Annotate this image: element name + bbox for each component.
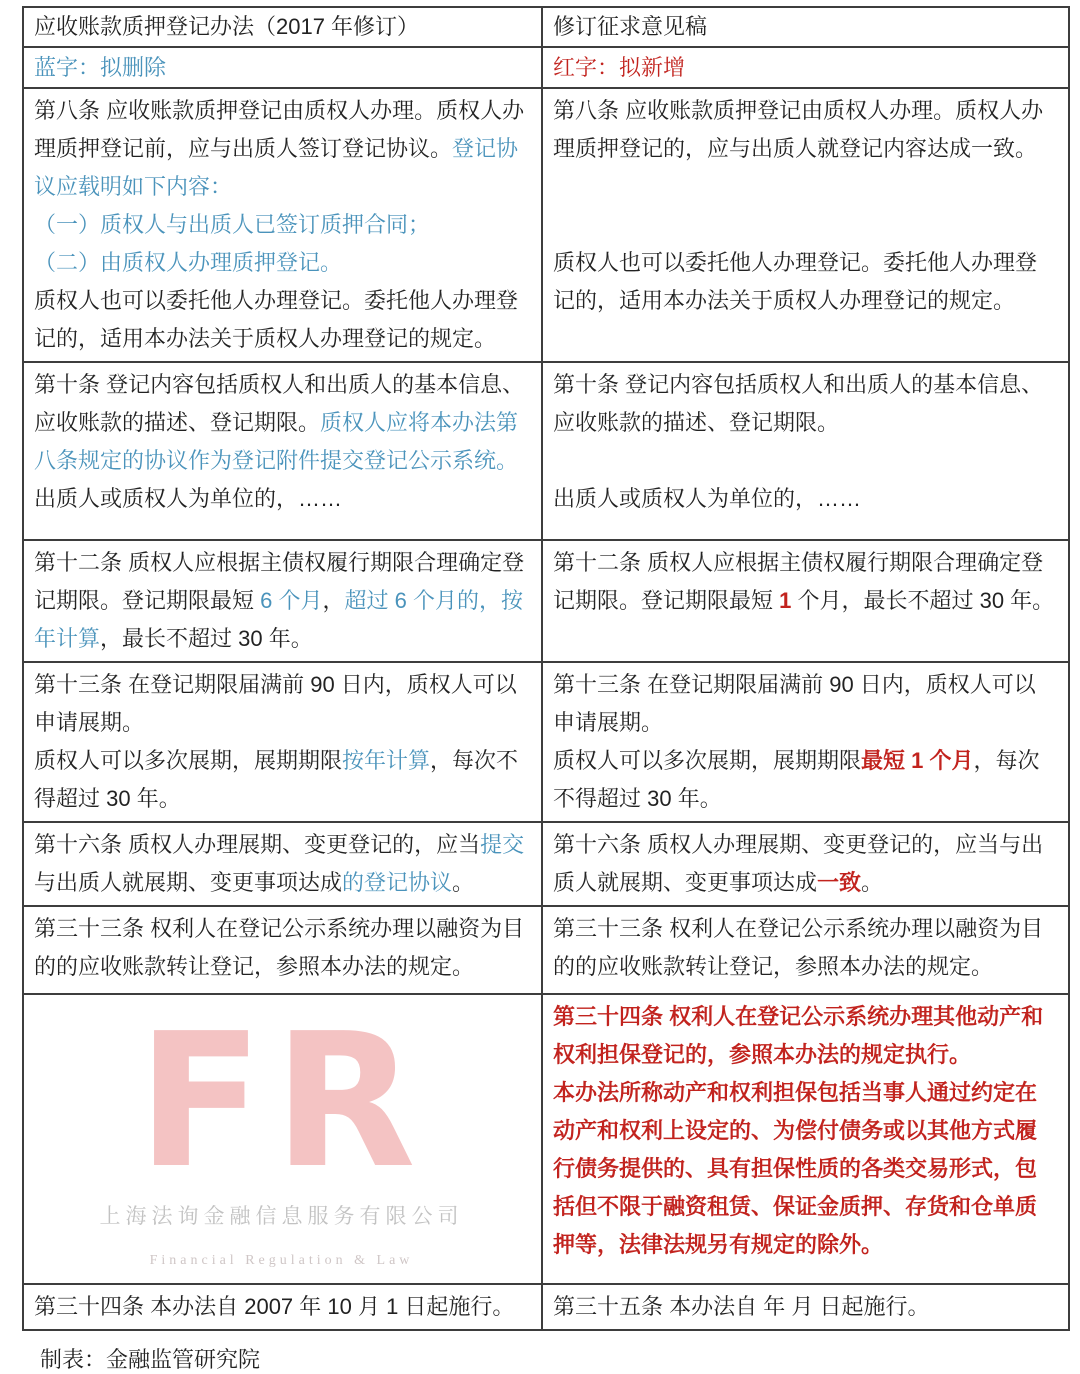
fr-logo: FR xyxy=(137,994,426,1209)
text: 第十二条 质权人应根据主债权履行期限合理确定登记期限。登记期限最短 xyxy=(553,550,1044,613)
text: 第十六条 质权人办理展期、变更登记的，应当 xyxy=(34,832,481,857)
deleted-text: 登记协议应载明如下内容： xyxy=(34,136,519,199)
deleted-text: 按年计算 xyxy=(342,748,431,773)
cell-art34new-right xyxy=(542,994,1069,1284)
text: 第十二条 质权人应根据主债权履行期限合理确定登记期限。登记期限最短 xyxy=(34,550,525,613)
text: 质权人也可以委托他人办理登记。委托他人办理登记的，适用本办法关于质权人办理登记的规定。 xyxy=(553,250,1038,313)
text: 第十三条 在登记期限届满前 90 日内，质权人可以申请展期。 xyxy=(34,672,517,735)
deleted-text: （一）质权人与出质人已签订质押合同； xyxy=(34,212,431,237)
paragraph xyxy=(34,244,529,282)
text: 第八条 应收账款质押登记由质权人办理。质权人办理质押登记的，应与出质人就登记内容达成一致。 xyxy=(553,98,1044,161)
paragraph xyxy=(34,742,529,818)
watermark-company-name: 上海法询金融信息服务有限公司 xyxy=(99,1205,464,1228)
added-text: 1 xyxy=(779,588,792,613)
text: 质权人可以多次展期，展期期限 xyxy=(553,748,862,773)
paragraph xyxy=(34,480,529,518)
text: ，每次不得超过 30 年。 xyxy=(553,748,1040,811)
text: 第三十三条 权利人在登记公示系统办理以融资为目的的应收账款转让登记，参照本办法的规定。 xyxy=(34,916,525,979)
cell-art12-left xyxy=(23,540,542,662)
text: 第三十三条 权利人在登记公示系统办理以融资为目的的应收账款转让登记，参照本办法的规定。 xyxy=(553,916,1044,979)
table-row-art10 xyxy=(23,362,1069,540)
text: ，最长不超过 30 年。 xyxy=(100,626,313,651)
cell-art34new-left xyxy=(23,994,542,1284)
paragraph xyxy=(553,826,1056,902)
cell-art16-right xyxy=(542,822,1069,906)
paragraph xyxy=(34,366,529,480)
cell-art33-right xyxy=(542,906,1069,994)
cell-art8-right xyxy=(542,88,1069,362)
table-row-final xyxy=(23,1284,1069,1330)
paragraph xyxy=(553,544,1056,620)
text: 第三十五条 本办法自 年 月 日起施行。 xyxy=(553,1294,930,1319)
added-text: 本办法所称动产和权利担保包括当事人通过约定在动产和权利上设定的、为偿付债务或以其他方式履行债务提供的、具有担保性质的各类交易形式，包括但不限于融资租赁、保证金质押、存货和仓单质押等，法律法规另有规定的除外。 xyxy=(553,1080,1038,1257)
table-row-art12 xyxy=(23,540,1069,662)
comparison-rows xyxy=(23,88,1069,1330)
paragraph xyxy=(553,910,1056,986)
text: 第十条 登记内容包括质权人和出质人的基本信息、应收账款的描述、登记期限。 xyxy=(34,372,525,435)
text: 质权人可以多次展期，展期期限 xyxy=(34,748,343,773)
paragraph xyxy=(34,910,529,986)
text: 出质人或质权人为单位的，…… xyxy=(34,486,343,511)
deleted-text: 超过 6 个月的，按年计算 xyxy=(34,588,523,651)
paragraph xyxy=(553,666,1056,742)
header-right-title: 修订征求意见稿 xyxy=(542,7,1069,47)
added-text: 一致 xyxy=(817,870,862,895)
legend-row xyxy=(23,47,1069,88)
cell-final-left xyxy=(23,1284,542,1330)
cell-art13-right xyxy=(542,662,1069,822)
paragraph xyxy=(34,1288,529,1326)
deleted-text: 的登记协议 xyxy=(342,870,453,895)
table-row-art34new xyxy=(23,994,1069,1284)
text: 第八条 应收账款质押登记由质权人办理。质权人办理质押登记前，应与出质人签订登记协议。 xyxy=(34,98,525,161)
text: 第十六条 质权人办理展期、变更登记的，应当与出质人就展期、变更事项达成 xyxy=(553,832,1044,895)
paragraph xyxy=(553,1288,1056,1326)
cell-art8-left xyxy=(23,88,542,362)
paragraph xyxy=(34,666,529,742)
paragraph xyxy=(34,544,529,658)
header-left-title: 应收账款质押登记办法（2017 年修订） xyxy=(23,7,542,47)
paragraph xyxy=(34,282,529,358)
added-text: 最短 1 个月 xyxy=(861,748,974,773)
deleted-text: （二）由质权人办理质押登记。 xyxy=(34,250,343,275)
paragraph xyxy=(34,826,529,902)
comparison-table xyxy=(22,6,1070,1331)
table-row-art13 xyxy=(23,662,1069,822)
table-header-row xyxy=(23,7,1069,47)
cell-art12-right xyxy=(542,540,1069,662)
legend-deleted-label: 蓝字：拟删除 xyxy=(23,47,542,88)
watermark xyxy=(34,994,529,1280)
text: 。 xyxy=(861,870,884,895)
paragraph xyxy=(553,480,1056,518)
deleted-text: 质权人应将本办法第八条规定的协议作为登记附件提交登记公示系统。 xyxy=(34,410,519,473)
table-row-art8 xyxy=(23,88,1069,362)
cell-art33-left xyxy=(23,906,542,994)
added-text: 第三十四条 权利人在登记公示系统办理其他动产和权利担保登记的，参照本办法的规定执行。 xyxy=(553,1004,1044,1067)
table-row-art33 xyxy=(23,906,1069,994)
paragraph xyxy=(34,206,529,244)
legend-added-label: 红字：拟新增 xyxy=(542,47,1069,88)
text: 出质人或质权人为单位的，…… xyxy=(553,486,862,511)
text: ， xyxy=(322,588,345,613)
cell-art10-left xyxy=(23,362,542,540)
credit-line: 制表：金融监管研究院 xyxy=(40,1347,261,1372)
table-row-art16 xyxy=(23,822,1069,906)
paragraph xyxy=(553,244,1056,320)
cell-art10-right xyxy=(542,362,1069,540)
text: 个月，最长不超过 30 年。 xyxy=(791,588,1055,613)
paragraph xyxy=(553,998,1056,1074)
watermark-tagline: Financial Regulation & Law xyxy=(149,1253,414,1268)
deleted-text: 6 个月 xyxy=(260,588,323,613)
paragraph xyxy=(553,742,1056,818)
text: 与出质人就展期、变更事项达成 xyxy=(34,870,343,895)
text: 第十条 登记内容包括质权人和出质人的基本信息、应收账款的描述、登记期限。 xyxy=(553,372,1044,435)
text: ，每次不得超过 30 年。 xyxy=(34,748,519,811)
paragraph xyxy=(553,92,1056,168)
deleted-text: 提交 xyxy=(480,832,525,857)
cell-art16-left xyxy=(23,822,542,906)
text: 。 xyxy=(452,870,475,895)
cell-final-right xyxy=(542,1284,1069,1330)
paragraph xyxy=(34,92,529,206)
text: 第十三条 在登记期限届满前 90 日内，质权人可以申请展期。 xyxy=(553,672,1036,735)
paragraph xyxy=(553,366,1056,442)
text: 质权人也可以委托他人办理登记。委托他人办理登记的，适用本办法关于质权人办理登记的规定。 xyxy=(34,288,519,351)
text: 第三十四条 本办法自 2007 年 10 月 1 日起施行。 xyxy=(34,1294,515,1319)
paragraph xyxy=(553,1074,1056,1264)
cell-art13-left xyxy=(23,662,542,822)
